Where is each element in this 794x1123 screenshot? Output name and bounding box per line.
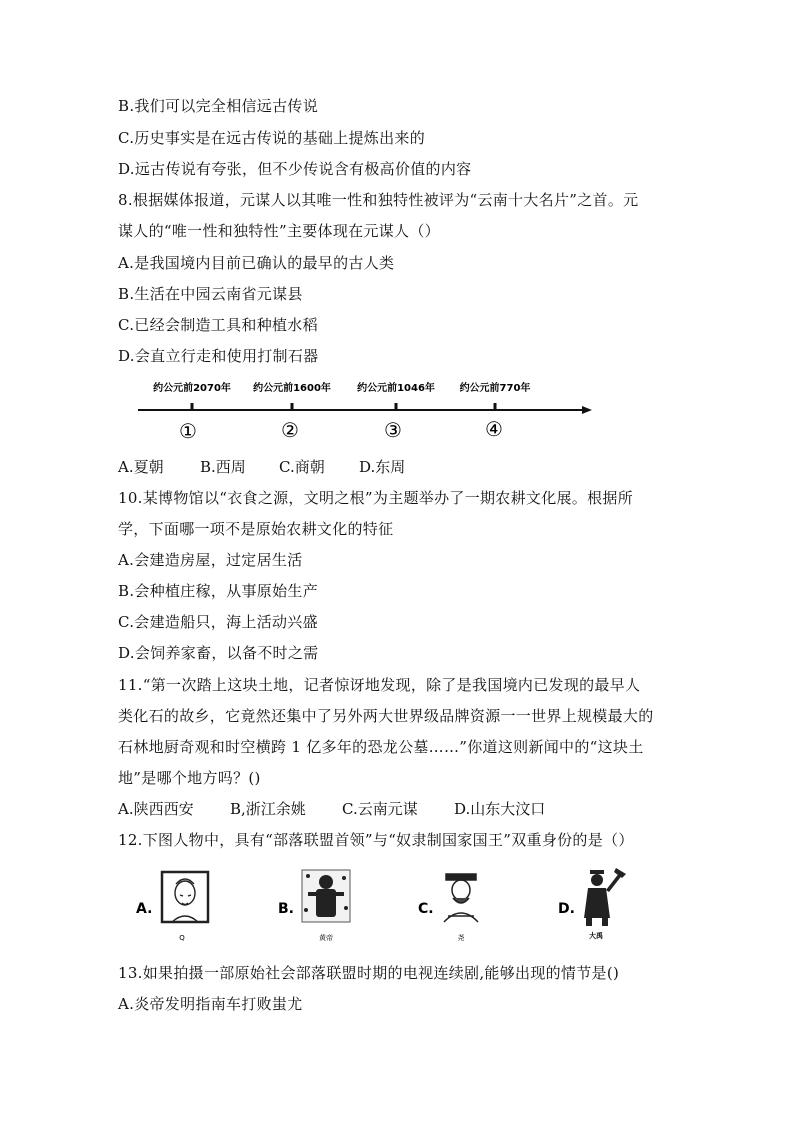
q11-stem-line2: 类化石的故乡，它竟然还集中了另外两大世界级品牌资源一一世界上规模最大的 bbox=[118, 707, 654, 725]
q10-option-d: D.会饲养家畜，以备不时之需 bbox=[118, 644, 319, 662]
q9-timeline bbox=[130, 374, 600, 446]
q10-stem-line2: 学，下面哪一项不是原始农耕文化的特征 bbox=[118, 520, 394, 538]
q9-option-a: A.夏朝 bbox=[118, 458, 164, 476]
q11-stem-line1: 11.“第一次踏上这块土地，记者惊讶地发现，除了是我国境内已发现的最早人 bbox=[118, 676, 641, 694]
q8-stem-line1: 8.根据媒体报道，元谋人以其唯一性和独特性被评为“云南十大名片”之首。元 bbox=[118, 191, 639, 209]
portrait-c-label: C. bbox=[418, 901, 434, 917]
portrait-c-figure-icon bbox=[444, 874, 478, 922]
timeline-label-3: 约公元前1046年 bbox=[357, 383, 435, 394]
q11-options bbox=[118, 799, 545, 819]
portrait-a-caption: Q bbox=[179, 934, 185, 942]
q8-option-d: D.会直立行走和使用打制石器 bbox=[118, 347, 319, 365]
q11-option-d: D.山东大汶口 bbox=[454, 800, 546, 818]
q9-option-c: C.商朝 bbox=[279, 458, 325, 476]
timeline-marker-1: ① bbox=[179, 419, 197, 443]
portrait-b-caption: 黄帝 bbox=[319, 934, 333, 942]
q10-option-b: B.会种植庄稼，从事原始生产 bbox=[118, 582, 318, 600]
portrait-d-figure-icon bbox=[584, 868, 626, 926]
q11-option-c: C.云南元谋 bbox=[342, 800, 418, 818]
timeline-label-1: 约公元前2070年 bbox=[153, 383, 231, 394]
portrait-b-label: B. bbox=[278, 901, 294, 917]
q10-option-a: A.会建造房屋，过定居生活 bbox=[118, 551, 303, 569]
portrait-a-label: A. bbox=[136, 901, 153, 917]
q8-stem-line2: 谋人的“唯一性和独特性”主要体现在元谋人（） bbox=[118, 222, 440, 240]
portrait-d-label: D. bbox=[558, 901, 575, 917]
q7-option-d: D.远古传说有夸张，但不少传说含有极高价值的内容 bbox=[118, 160, 472, 178]
q13-stem-line1: 13.如果拍摄一部原始社会部落联盟时期的电视连续剧,能够出现的情节是() bbox=[118, 964, 620, 982]
q8-option-b: B.生活在中园云南省元谋县 bbox=[118, 285, 303, 303]
q8-option-c: C.已经会制造工具和种植水稻 bbox=[118, 316, 318, 334]
q9-option-b: B.西周 bbox=[200, 458, 246, 476]
q9-options bbox=[118, 457, 405, 477]
q12-portrait-row bbox=[130, 860, 650, 944]
timeline-arrow bbox=[582, 406, 592, 414]
q12-stem-line1: 12.下图人物中，具有“部落联盟首领”与“奴隶制国家国王”双重身份的是（） bbox=[118, 831, 634, 849]
q10-stem-line1: 10.某博物馆以“衣食之源，文明之根”为主题举办了一期农耕文化展。根据所 bbox=[118, 489, 633, 507]
timeline-marker-3: ③ bbox=[384, 418, 402, 442]
q11-option-b: B,浙江余姚 bbox=[230, 800, 306, 818]
q11-option-a: A.陕西西安 bbox=[118, 800, 194, 818]
q11-stem-line4: 地”是哪个地方吗？() bbox=[118, 769, 261, 787]
q11-stem-line3: 石林地厨奇观和时空横跨 1 亿多年的恐龙公墓……”你道这则新闻中的“这块土 bbox=[118, 738, 644, 756]
portrait-d-caption: 大禹 bbox=[589, 932, 603, 940]
q7-option-b: B.我们可以完全相信远古传说 bbox=[118, 97, 318, 115]
portrait-c-caption: 尧 bbox=[457, 934, 465, 942]
timeline-label-4: 约公元前770年 bbox=[459, 383, 531, 394]
timeline-marker-2: ② bbox=[281, 418, 299, 442]
q8-option-a: A.是我国境内目前已确认的最早的古人类 bbox=[118, 254, 395, 272]
q9-option-d: D.东周 bbox=[359, 458, 406, 476]
timeline-label-2: 约公元前1600年 bbox=[253, 383, 331, 394]
q13-option-a: A.炎帝发明指南车打败蚩尤 bbox=[118, 995, 303, 1013]
q7-option-c: C.历史事实是在远古传说的基础上提炼出来的 bbox=[118, 129, 426, 147]
q10-option-c: C.会建造船只，海上活动兴盛 bbox=[118, 613, 318, 631]
timeline-marker-4: ④ bbox=[485, 417, 503, 441]
